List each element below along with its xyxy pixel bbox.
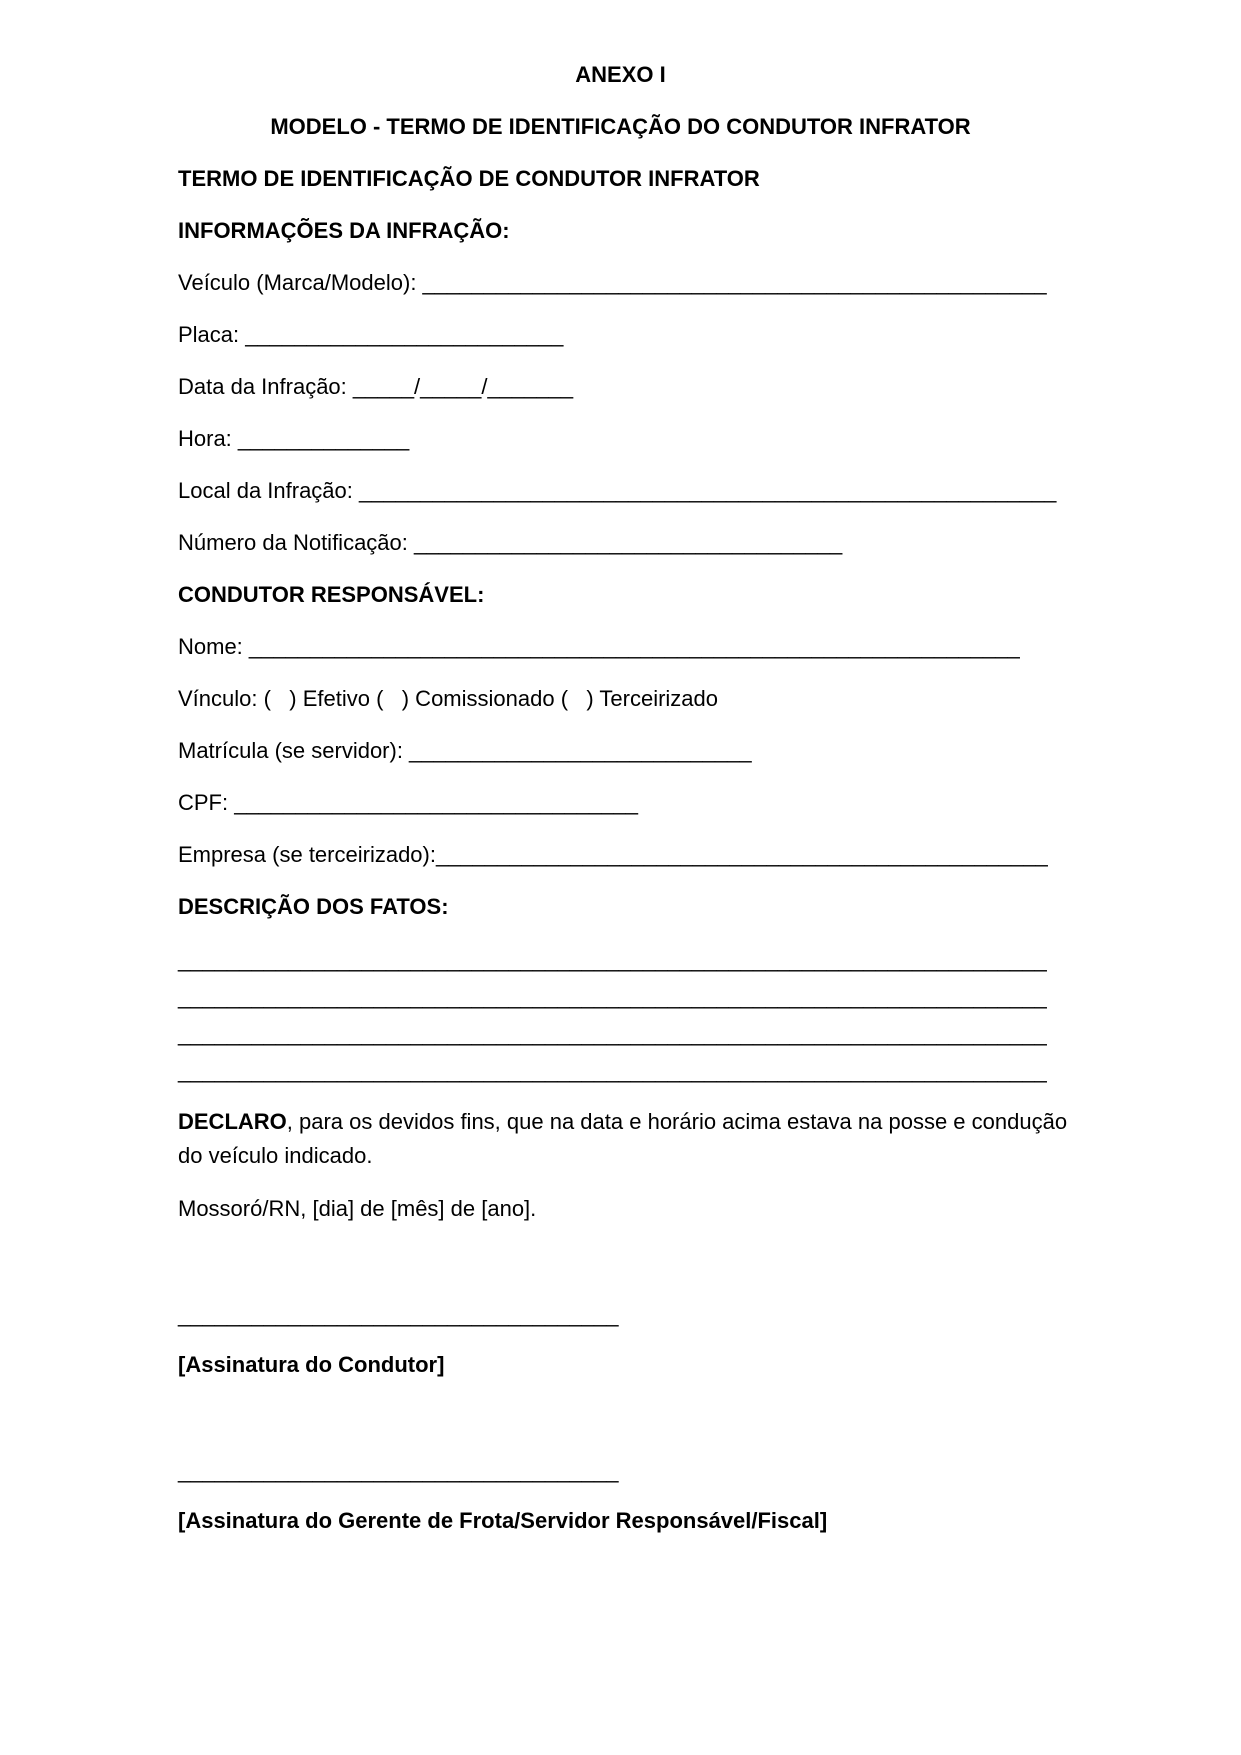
facts-line: _______________________________________________________________________ (178, 1058, 1047, 1083)
driver-heading: CONDUTOR RESPONSÁVEL: (178, 582, 485, 607)
model-title: MODELO - TERMO DE IDENTIFICAÇÃO DO CONDUTOR INFRATOR (270, 114, 971, 139)
cpf-field: CPF: _________________________________ (178, 790, 638, 815)
place-field: Local da Infração: _________________________________________________________ (178, 478, 1057, 503)
signature-line-manager: ____________________________________ (178, 1458, 619, 1483)
facts-line: _______________________________________________________________________ (178, 947, 1047, 972)
annex-title: ANEXO I (575, 62, 666, 87)
signature-label-driver: [Assinatura do Condutor] (178, 1352, 445, 1377)
plate-field: Placa: __________________________ (178, 322, 564, 347)
facts-heading: DESCRIÇÃO DOS FATOS: (178, 894, 449, 919)
time-field: Hora: ______________ (178, 426, 410, 451)
form-title: TERMO DE IDENTIFICAÇÃO DE CONDUTOR INFRATOR (178, 166, 760, 191)
infraction-heading: INFORMAÇÕES DA INFRAÇÃO: (178, 218, 510, 243)
facts-line: _______________________________________________________________________ (178, 1021, 1047, 1046)
name-field: Nome: _______________________________________________________________ (178, 634, 1020, 659)
signature-line-driver: ____________________________________ (178, 1302, 619, 1327)
signature-label-manager: [Assinatura do Gerente de Frota/Servidor Responsável/Fiscal] (178, 1508, 828, 1533)
registration-field: Matrícula (se servidor): ____________________________ (178, 738, 752, 763)
company-field: Empresa (se terceirizado):__________________________________________________ (178, 842, 1048, 867)
declaration-text: , para os devidos fins, que na data e horário acima estava na posse e condução do veículo indicado. (178, 1109, 1068, 1168)
declaration-keyword: DECLARO (178, 1109, 287, 1134)
bond-options: Vínculo: ( ) Efetivo ( ) Comissionado ( ) Terceirizado (178, 686, 718, 711)
place-date: Mossoró/RN, [dia] de [mês] de [ano]. (178, 1196, 537, 1221)
facts-line: _______________________________________________________________________ (178, 984, 1047, 1009)
notification-field: Número da Notificação: ___________________________________ (178, 530, 843, 555)
vehicle-field: Veículo (Marca/Modelo): ___________________________________________________ (178, 270, 1047, 295)
declaration-paragraph (178, 1105, 1078, 1173)
date-field: Data da Infração: _____/_____/_______ (178, 374, 574, 399)
